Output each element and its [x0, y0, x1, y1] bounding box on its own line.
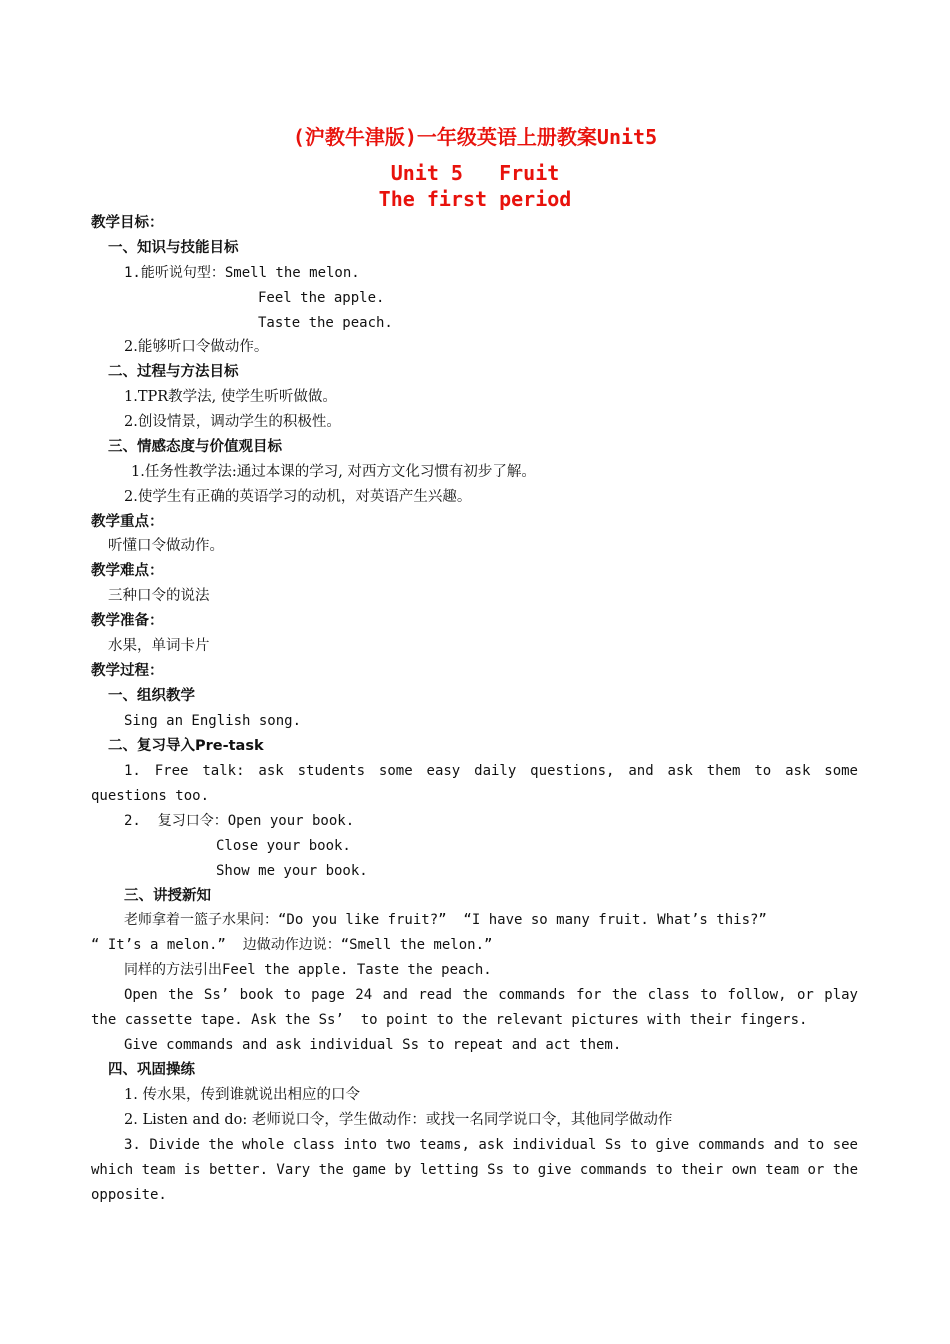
text-line: Taste the peach. [258, 315, 393, 331]
section-heading: 教学难点： [91, 563, 164, 579]
text-line: Open the Ss’ book to page 24 and read the commands for the class to follow, or play [124, 987, 858, 1003]
doc-title: (沪教牛津版)一年级英语上册教案Unit5 [292, 125, 658, 149]
text-line: questions too. [91, 788, 210, 804]
text-line: 2. Listen and do: 老师说口令，学生做动作：或找一名同学说口令，其他同学做动作 [124, 1112, 673, 1128]
text-line: 3. Divide the whole class into two teams, ask individual Ss to give commands and to see [124, 1137, 858, 1153]
sub-heading: 四、巩固操练 [108, 1062, 195, 1078]
section-heading: 教学过程： [91, 663, 164, 679]
sub-heading: 三、情感态度与价值观目标 [108, 439, 282, 455]
text-line: “ It’s a melon.” 边做动作边说：“Smell the melon.” [91, 937, 493, 953]
text-line: 1.任务性教学法:通过本课的学习, 对西方文化习惯有初步了解。 [131, 464, 536, 480]
text-line: 2. 复习口令：Open your book. [124, 813, 355, 829]
sub-heading: 三、讲授新知 [124, 888, 211, 904]
text-line: Sing an English song. [124, 713, 302, 729]
text-line: Feel the apple. [258, 290, 385, 306]
unit-title: Unit 5 Fruit [390, 161, 560, 185]
sub-heading: 二、复习导入Pre-task [108, 738, 264, 754]
text-line: 2.能够听口令做动作。 [124, 339, 269, 355]
text-line: 1.TPR教学法, 使学生听听做做。 [124, 389, 337, 405]
text-line: opposite. [91, 1187, 167, 1203]
sub-heading: 二、过程与方法目标 [108, 364, 239, 380]
text-line: 2.创设情景，调动学生的积极性。 [124, 414, 341, 430]
section-heading: 教学目标： [91, 215, 164, 231]
period-title: The first period [378, 187, 572, 211]
sub-heading: 一、知识与技能目标 [108, 240, 239, 256]
text-line: 1. Free talk: ask students some easy daily questions, and ask them to ask some [124, 763, 858, 779]
sub-heading: 一、组织教学 [108, 688, 195, 704]
text-line: 水果，单词卡片 [108, 638, 210, 654]
text-line: 同样的方法引出Feel the apple. Taste the peach. [124, 962, 492, 978]
text-line: Give commands and ask individual Ss to repeat and act them. [124, 1037, 622, 1053]
text-line: which team is better. Vary the game by letting Ss to give commands to their own team or the [91, 1162, 859, 1178]
text-line: 1.能听说句型：Smell the melon. [124, 265, 360, 281]
text-line: 三种口令的说法 [108, 588, 210, 604]
text-line: 1. 传水果，传到谁就说出相应的口令 [124, 1087, 360, 1103]
text-line: 听懂口令做动作。 [108, 538, 224, 554]
section-heading: 教学准备： [91, 613, 164, 629]
text-line: 2.使学生有正确的英语学习的动机，对英语产生兴趣。 [124, 489, 472, 505]
text-line: Show me your book. [216, 863, 368, 879]
text-line: the cassette tape. Ask the Ss’ to point to the relevant pictures with their fingers. [91, 1012, 808, 1028]
text-line: 老师拿着一篮子水果问：“Do you like fruit?” “I have so many fruit. What’s this?” [124, 912, 767, 928]
section-heading: 教学重点： [91, 514, 164, 530]
text-line: Close your book. [216, 838, 351, 854]
